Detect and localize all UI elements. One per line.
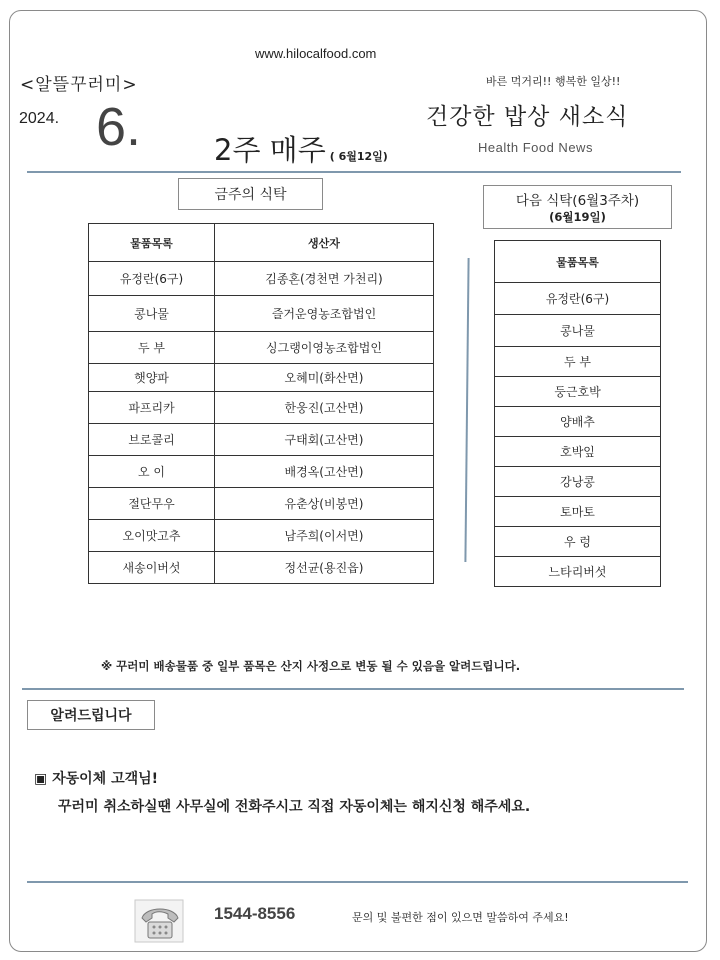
item-cell: 콩나물 bbox=[495, 315, 661, 347]
table-row bbox=[89, 456, 434, 488]
newsletter-subtitle: Health Food News bbox=[478, 140, 593, 155]
producer-cell: 구태회(고산면) bbox=[215, 424, 434, 456]
phone-number[interactable]: 1544-8556 bbox=[214, 904, 296, 923]
producer-cell: 싱그랭이영농조합법인 bbox=[215, 332, 434, 364]
header-divider bbox=[27, 171, 681, 173]
item-cell: 둥근호박 bbox=[495, 377, 661, 407]
table-row bbox=[495, 527, 661, 557]
item-cell: 오 이 bbox=[89, 456, 215, 488]
item-cell: 호박잎 bbox=[495, 437, 661, 467]
website-url[interactable]: www.hilocalfood.com bbox=[255, 46, 377, 61]
item-cell: 절단무우 bbox=[89, 488, 215, 520]
issue-year: 2024. bbox=[19, 110, 60, 127]
week-label: 2주 매주 bbox=[214, 133, 326, 167]
announcement-label: 알려드립니다 bbox=[27, 700, 155, 730]
contact-note: 문의 및 불편한 점이 있으면 말씀하여 주세요! bbox=[352, 911, 569, 924]
newsletter-title: 건강한 밥상 새소식 bbox=[426, 104, 629, 130]
telephone-icon bbox=[134, 898, 186, 944]
item-cell: 새송이버섯 bbox=[89, 552, 215, 584]
announcement-title: ▣ 자동이체 고객님! bbox=[34, 771, 159, 787]
table-row bbox=[495, 347, 661, 377]
table-row bbox=[89, 296, 434, 332]
table-row bbox=[495, 315, 661, 347]
table-row bbox=[89, 520, 434, 552]
table-row bbox=[89, 332, 434, 364]
table-row bbox=[495, 377, 661, 407]
item-cell: 햇양파 bbox=[89, 364, 215, 392]
table-row bbox=[89, 392, 434, 424]
change-notice: ※ 꾸러미 배송물품 중 일부 품목은 산지 사정으로 변동 될 수 있음을 알려드립니다. bbox=[101, 659, 521, 673]
producer-cell: 유춘상(비봉면) bbox=[215, 488, 434, 520]
item-cell: 유정란(6구) bbox=[89, 262, 215, 296]
brand-name: <알뜰꾸러미> bbox=[20, 75, 138, 95]
producer-cell: 한웅진(고산면) bbox=[215, 392, 434, 424]
table-row bbox=[89, 364, 434, 392]
column-header: 생산자 bbox=[215, 224, 434, 262]
producer-cell: 오혜미(화산면) bbox=[215, 364, 434, 392]
item-cell: 두 부 bbox=[495, 347, 661, 377]
item-cell: 우 렁 bbox=[495, 527, 661, 557]
table-row bbox=[89, 552, 434, 584]
table-row bbox=[495, 557, 661, 587]
table-row bbox=[495, 497, 661, 527]
producer-cell: 남주희(이서면) bbox=[215, 520, 434, 552]
item-cell: 토마토 bbox=[495, 497, 661, 527]
item-cell: 두 부 bbox=[89, 332, 215, 364]
week-date: ( 6월12일) bbox=[329, 150, 388, 163]
notice-divider bbox=[22, 688, 684, 690]
next-week-table bbox=[494, 240, 661, 587]
issue-month: 6. bbox=[96, 97, 142, 157]
next-week-label: 다음 식탁(6월3주차) (6월19일) bbox=[483, 185, 672, 229]
producer-cell: 배경옥(고산면) bbox=[215, 456, 434, 488]
footer-divider bbox=[27, 881, 688, 883]
item-cell: 오이맛고추 bbox=[89, 520, 215, 552]
table-row bbox=[495, 283, 661, 315]
item-cell: 파프리카 bbox=[89, 392, 215, 424]
item-cell: 강낭콩 bbox=[495, 467, 661, 497]
item-cell: 브로콜리 bbox=[89, 424, 215, 456]
column-header: 물품목록 bbox=[89, 224, 215, 262]
item-cell: 양배추 bbox=[495, 407, 661, 437]
table-row bbox=[89, 262, 434, 296]
announcement-body: 꾸러미 취소하실땐 사무실에 전화주시고 직접 자동이체는 해지신청 해주세요. bbox=[58, 799, 531, 815]
table-row bbox=[495, 437, 661, 467]
item-cell: 콩나물 bbox=[89, 296, 215, 332]
this-week-table bbox=[88, 223, 434, 584]
table-row bbox=[89, 488, 434, 520]
column-header: 물품목록 bbox=[495, 241, 661, 283]
this-week-label: 금주의 식탁 bbox=[178, 178, 323, 210]
slogan: 바른 먹거리!! 행복한 일상!! bbox=[486, 75, 621, 88]
item-cell: 유정란(6구) bbox=[495, 283, 661, 315]
producer-cell: 즐거운영농조합법인 bbox=[215, 296, 434, 332]
producer-cell: 김종혼(경천면 가천리) bbox=[215, 262, 434, 296]
table-row bbox=[89, 424, 434, 456]
item-cell: 느타리버섯 bbox=[495, 557, 661, 587]
table-row bbox=[495, 467, 661, 497]
producer-cell: 정선균(용진읍) bbox=[215, 552, 434, 584]
table-row bbox=[495, 407, 661, 437]
week-heading bbox=[214, 128, 388, 169]
